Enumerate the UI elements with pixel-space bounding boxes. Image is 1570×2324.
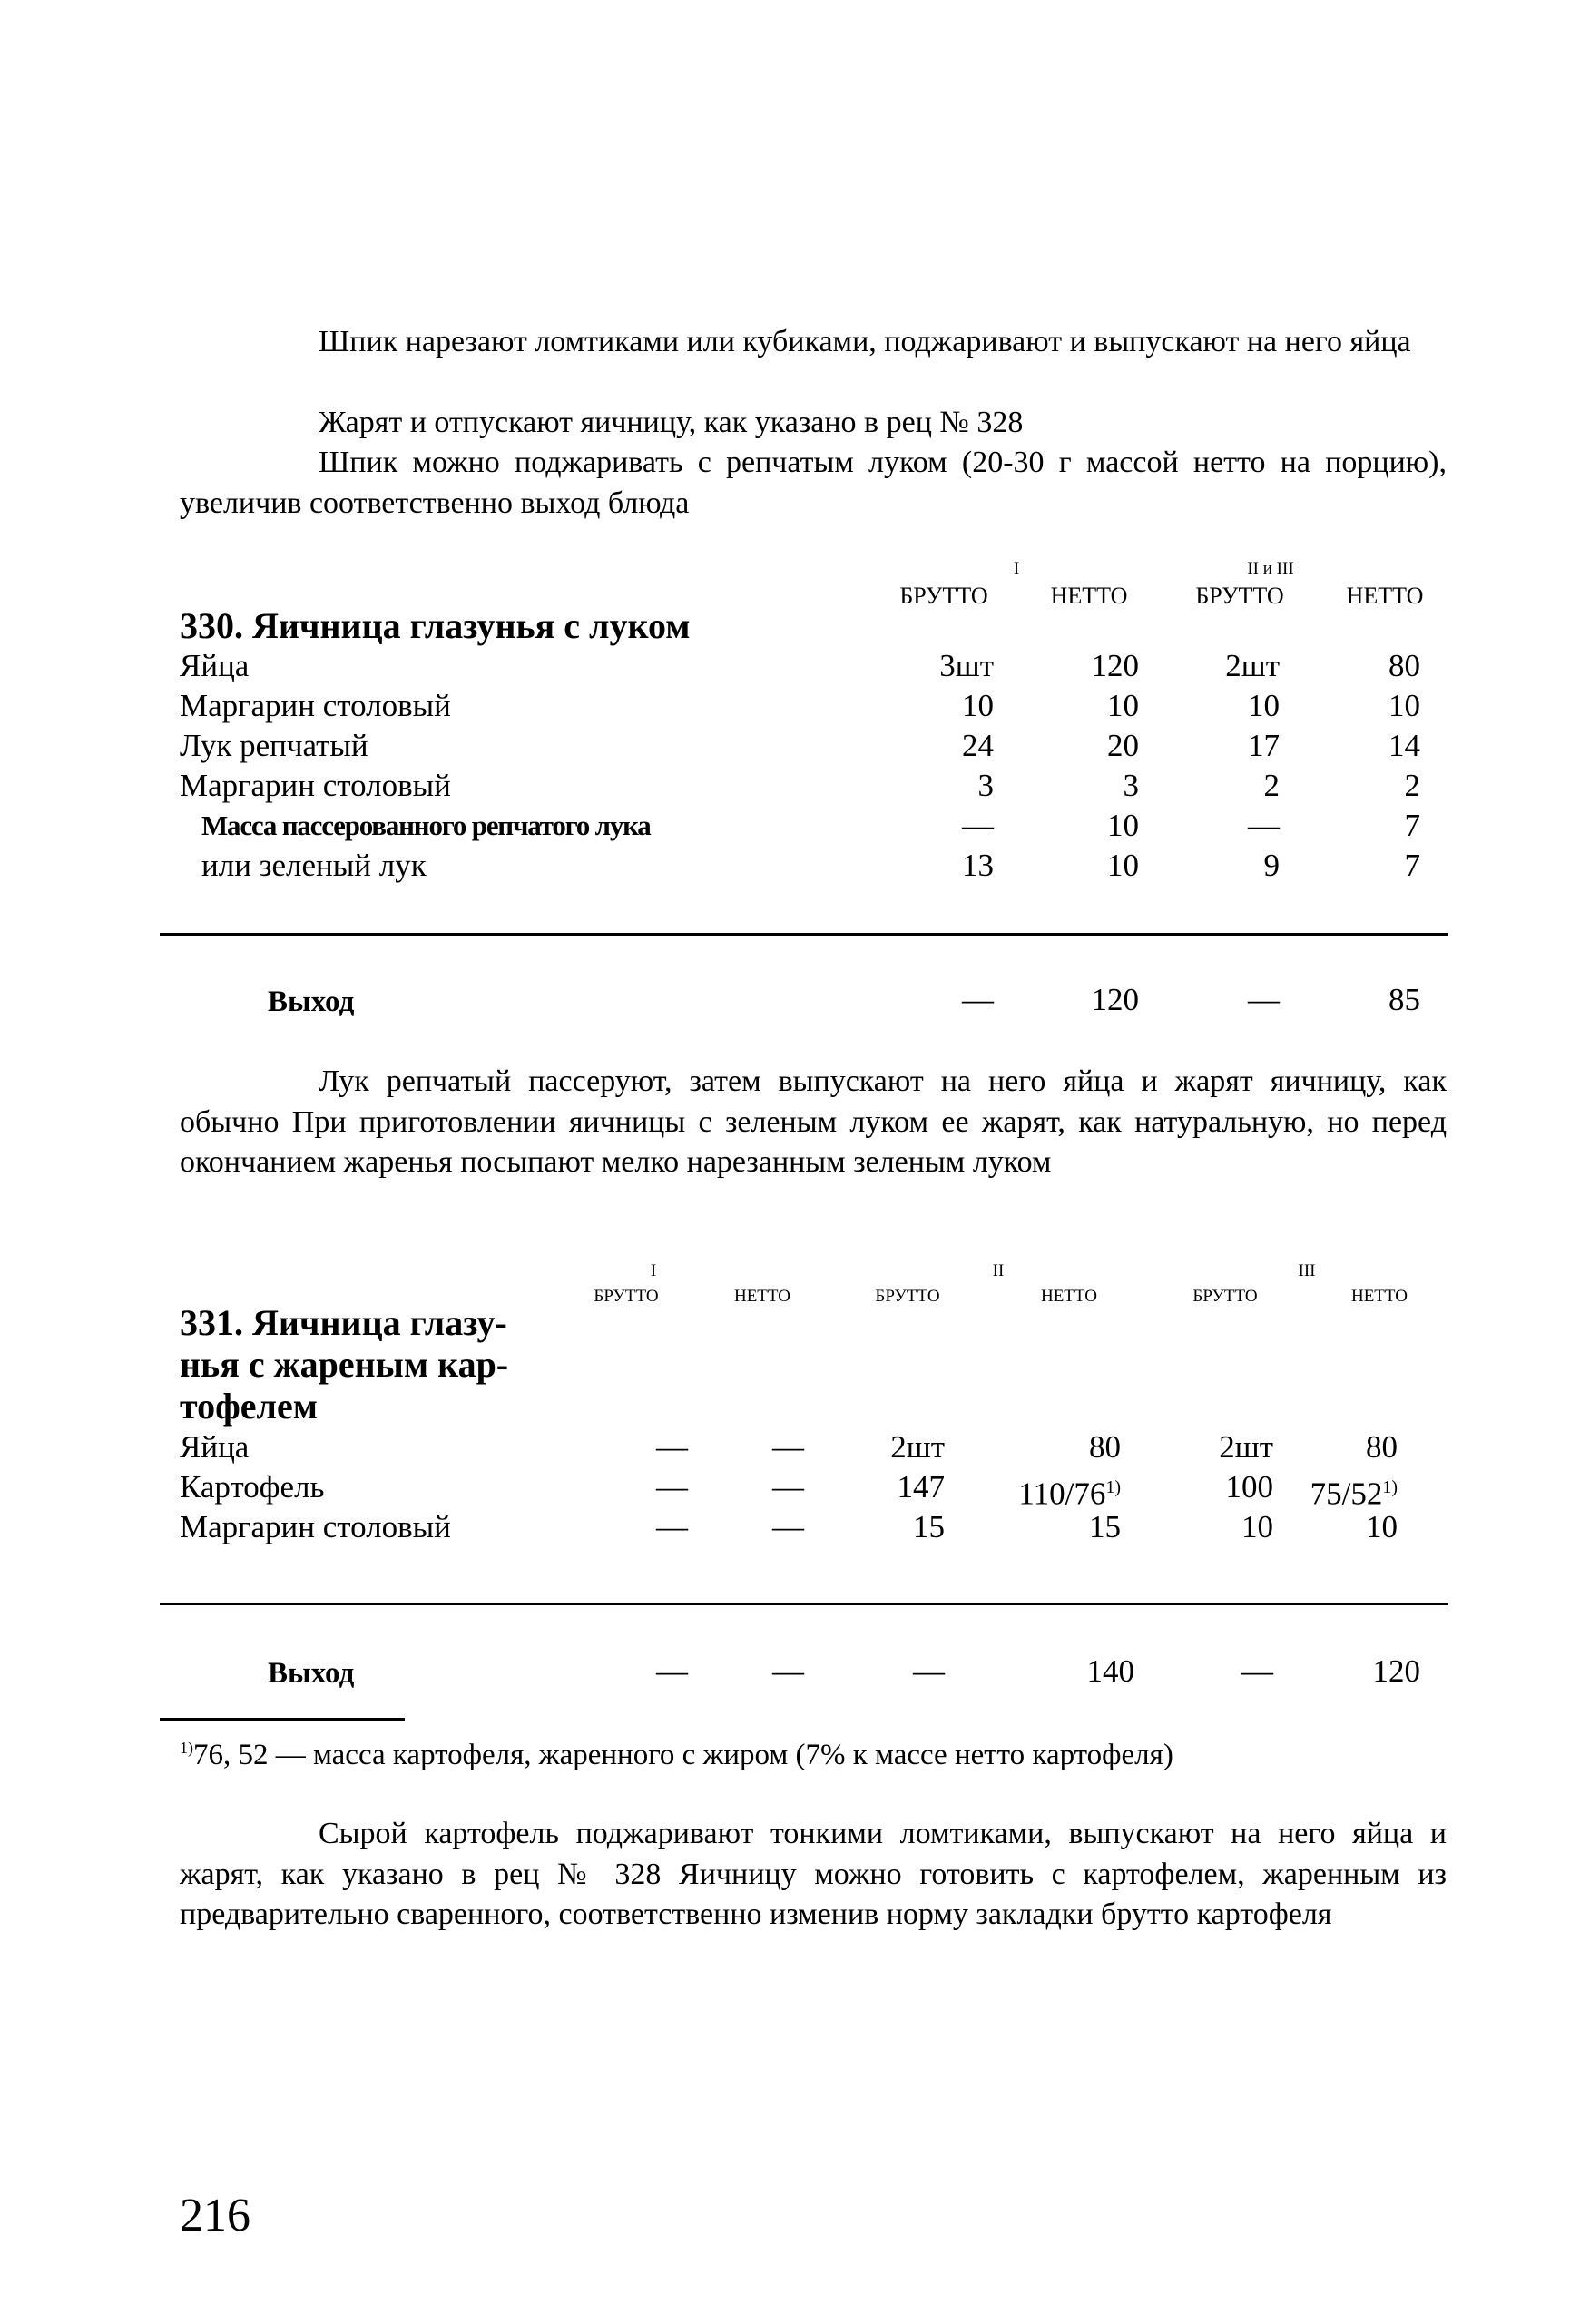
table-cell: 100 [1225, 1469, 1273, 1505]
group-header-2: II [992, 1261, 1005, 1280]
intro-paragraph-3: Шпик можно поджаривать с репчатым луком (20-30 г массой нетто на порцию), увеличив соответственно выход блюда [180, 446, 1447, 520]
table-cell: 7 [1404, 808, 1420, 843]
table-cell: 15 [1089, 1509, 1121, 1544]
group-header-1: I [650, 1261, 657, 1280]
ingredient-name: Маргарин столовый [180, 688, 451, 723]
table-cell: 9 [1263, 848, 1280, 883]
table-divider [160, 933, 1448, 936]
yield-label: Выход [268, 985, 355, 1018]
col-header-netto-3: НЕТТО [1350, 1287, 1408, 1306]
table-divider [160, 1603, 1448, 1605]
table-cell: 147 [897, 1469, 945, 1505]
table-cell: 10 [1107, 848, 1139, 883]
table-cell: 2шт [1219, 1429, 1273, 1465]
yield-label: Выход [268, 1657, 355, 1690]
table-cell: 13 [962, 848, 994, 883]
footnote-divider [160, 1718, 405, 1721]
yield-cell: — [772, 1653, 804, 1689]
footnote-marker: 1) [180, 1739, 193, 1757]
yield-cell: 120 [1372, 1653, 1420, 1689]
table-cell: 10 [1107, 688, 1139, 723]
table-cell: 3шт [939, 648, 994, 683]
table-cell: — [772, 1469, 804, 1505]
ingredient-name: Яйца [180, 648, 250, 683]
col-header-brutto-1: БРУТТО [899, 583, 988, 609]
ingredient-name: Яйца [180, 1429, 250, 1465]
intro-paragraph-2: Жарят и отпускают яичницу, как указано в рец № 328 [319, 406, 1024, 439]
recipe-330-title: 330. Яичница глазунья с луком [180, 605, 691, 646]
group-header-2: II и III [1247, 559, 1294, 578]
recipe-330-instructions: Лук репчатый пассеруют, затем выпускают на него яйца и жарят яичницу, как обычно При приготовлении яичницы с зеленым луком ее жарят, как натуральную, но перед окончанием жаренья посыпают мелко нарезанным зеленым луком [180, 1064, 1447, 1179]
table-cell: 80 [1366, 1429, 1398, 1465]
table-cell: 3 [1123, 768, 1139, 803]
yield-cell: 120 [1091, 982, 1139, 1017]
table-cell-value: 75/52 [1310, 1476, 1383, 1512]
col-header-brutto-2: БРУТТО [875, 1287, 940, 1306]
table-cell: — [1248, 808, 1280, 843]
table-cell: — [656, 1469, 688, 1505]
table-cell: — [962, 808, 994, 843]
col-header-netto-2: НЕТТО [1040, 1287, 1097, 1306]
ingredient-name: Картофель [180, 1469, 325, 1505]
table-cell: 120 [1091, 648, 1139, 683]
recipe-331-title-line: тофелем [180, 1386, 318, 1427]
table-cell: 10 [1366, 1509, 1398, 1544]
yield-cell: — [1248, 982, 1280, 1017]
col-header-brutto-2: БРУТТО [1195, 583, 1284, 609]
group-header-3: III [1298, 1261, 1316, 1280]
ingredient-name: или зеленый лук [201, 848, 427, 883]
yield-cell: — [913, 1653, 945, 1689]
yield-cell: 85 [1388, 982, 1420, 1017]
table-cell: 17 [1248, 728, 1280, 763]
yield-cell: — [656, 1653, 688, 1689]
table-cell: 80 [1089, 1429, 1121, 1465]
table-cell: 3 [977, 768, 994, 803]
recipe-331-title-line: нья с жареным кар- [180, 1344, 509, 1385]
recipe-331-instructions: Сырой картофель поджаривают тонкими ломтиками, выпускают на него яйца и жарят, как указано в рец № 328 Яичницу можно готовить с картофелем, жаренным из предварительно сваренного, соответственно изменив норму закладки брутто картофеля [180, 1817, 1447, 1931]
col-header-netto-1: НЕТТО [733, 1287, 790, 1306]
table-cell: 10 [1241, 1509, 1273, 1544]
table-cell: — [656, 1429, 688, 1465]
col-header-netto-2: НЕТТО [1346, 583, 1424, 609]
table-cell: 7 [1404, 848, 1420, 883]
table-cell: 80 [1388, 648, 1420, 683]
yield-cell: 140 [1086, 1653, 1134, 1689]
table-cell: 2шт [1225, 648, 1280, 683]
col-header-brutto-3: БРУТТО [1192, 1287, 1258, 1306]
col-header-brutto-1: БРУТТО [594, 1287, 659, 1306]
intro-paragraph-1: Шпик нарезают ломтиками или кубиками, поджаривают и выпускают на него яйца [319, 325, 1411, 358]
table-cell: 15 [913, 1509, 945, 1544]
table-cell-value: 110/76 [1018, 1476, 1106, 1512]
table-cell: 2 [1404, 768, 1420, 803]
yield-cell: — [1241, 1653, 1273, 1689]
ingredient-name: Лук репчатый [180, 728, 368, 763]
table-cell: — [772, 1429, 804, 1465]
ingredient-name: Масса пассерованного репчатого лука [201, 809, 651, 841]
ingredient-name: Маргарин столовый [180, 1509, 451, 1544]
table-cell: 20 [1107, 728, 1139, 763]
table-cell: 10 [962, 688, 994, 723]
yield-cell: — [962, 982, 994, 1017]
table-cell: 10 [1248, 688, 1280, 723]
table-cell: 2 [1263, 768, 1280, 803]
col-header-netto-1: НЕТТО [1050, 583, 1128, 609]
table-cell: — [656, 1509, 688, 1544]
table-cell: 24 [962, 728, 994, 763]
table-cell: 10 [1388, 688, 1420, 723]
footnote-marker: 1) [1382, 1477, 1398, 1497]
recipe-331-title-line: 331. Яичница глазу- [180, 1302, 507, 1343]
table-cell: 2шт [890, 1429, 945, 1465]
group-header-1: I [1013, 559, 1020, 578]
table-cell: 14 [1388, 728, 1420, 763]
table-cell: 10 [1107, 808, 1139, 843]
ingredient-name: Маргарин столовый [180, 768, 451, 803]
table-cell: — [772, 1509, 804, 1544]
footnote [180, 1728, 1173, 1775]
footnote-text: 76, 52 — масса картофеля, жаренного с жиром (7% к массе нетто картофеля) [193, 1739, 1173, 1771]
footnote-marker: 1) [1105, 1477, 1121, 1497]
page-number: 216 [180, 2190, 250, 2241]
